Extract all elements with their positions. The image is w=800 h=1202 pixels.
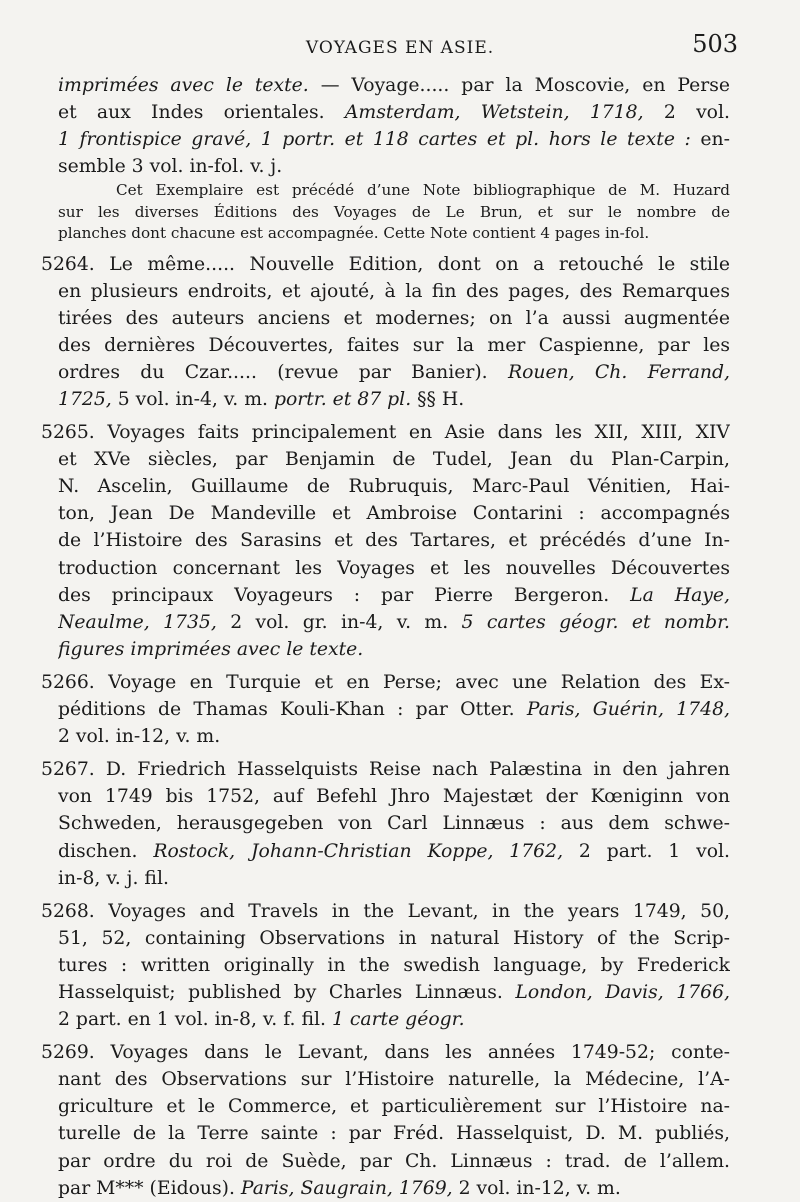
- entry-5264-line: ordres du Czar..... (revue par Banier). Rouen, Ch. Ferrand,: [58, 361, 730, 383]
- entry-5264-line: tirées des auteurs anciens et modernes; on l’a aussi augmentée: [58, 307, 730, 329]
- entry-5265-line: de l’Histoire des Sarasins et des Tartares, et précédés d’une In-: [58, 530, 730, 552]
- text-line: 1 frontispice gravé, 1 portr. et 118 cartes et pl. hors le texte : en-: [58, 129, 730, 151]
- entry-5265-line: 5265. Voyages faits principalement en Asie dans les XII, XIII, XIV: [41, 422, 730, 444]
- entry-5268-line: 51, 52, containing Observations in natural History of the Scrip-: [58, 927, 730, 949]
- entry-5269-line: turelle de la Terre sainte : par Fréd. Hasselquist, D. M. publiés,: [58, 1123, 730, 1145]
- entry-5268-line: tures : written originally in the swedish language, by Frederick: [58, 954, 730, 976]
- entry-5265-line: et XVe siècles, par Benjamin de Tudel, Jean du Plan-Carpin,: [58, 449, 730, 471]
- page-header: [0, 30, 800, 70]
- entry-5264-line: en plusieurs endroits, et ajouté, à la fin des pages, des Remarques: [58, 280, 730, 302]
- entry-5269-line: griculture et le Commerce, et particulièrement sur l’Histoire na-: [58, 1096, 730, 1118]
- text-line: semble 3 vol. in-fol. v. j.: [58, 156, 283, 178]
- entry-5266-line: péditions de Thamas Kouli-Khan : par Otter. Paris, Guérin, 1748,: [58, 699, 730, 721]
- entry-5269-line: par ordre du roi de Suède, par Ch. Linnæus : trad. de l’allem.: [58, 1150, 730, 1172]
- entry-5265-line: Neaulme, 1735, 2 vol. gr. in-4, v. m. 5 cartes géogr. et nombr.: [58, 611, 730, 633]
- entry-5265-line: N. Ascelin, Guillaume de Rubruquis, Marc-Paul Vénitien, Hai-: [58, 476, 730, 498]
- entry-5267-line: dischen. Rostock, Johann-Christian Koppe, 1762, 2 part. 1 vol.: [58, 840, 730, 862]
- page-number: 503: [692, 30, 738, 58]
- entry-5269-line: nant des Observations sur l’Histoire naturelle, la Médecine, l’A-: [58, 1069, 730, 1091]
- page-body: [41, 72, 730, 1202]
- bibliographic-note-line: Cet Exemplaire est précédé d’une Note bibliographique de M. Huzard: [116, 181, 730, 200]
- entry-5266-line: 5266. Voyage en Turquie et en Perse; avec une Relation des Ex-: [41, 671, 730, 693]
- text-line: et aux Indes orientales. Amsterdam, Wetstein, 1718, 2 vol.: [58, 102, 730, 124]
- text-line: imprimées avec le texte. — Voyage..... par la Moscovie, en Perse: [58, 75, 730, 96]
- entry-5264-line: 5264. Le même..... Nouvelle Edition, dont on a retouché le stile: [41, 253, 730, 275]
- entry-5265-line: des principaux Voyageurs : par Pierre Bergeron. La Haye,: [58, 584, 730, 606]
- running-title: VOYAGES EN ASIE.: [305, 38, 495, 58]
- bibliographic-note-line: sur les diverses Éditions des Voyages de Le Brun, et sur le nombre de: [58, 202, 730, 221]
- entry-5267-line: von 1749 bis 1752, auf Befehl Jhro Majestæt der Kœniginn von: [58, 786, 730, 808]
- entry-5265-line: figures imprimées avec le texte.: [58, 638, 364, 660]
- entry-5264-line: 1725, 5 vol. in-4, v. m. portr. et 87 pl. §§ H.: [58, 389, 465, 411]
- entry-5268-line: Hasselquist; published by Charles Linnæus. London, Davis, 1766,: [58, 981, 730, 1003]
- entry-5267-line: in-8, v. j. fil.: [58, 867, 169, 889]
- bibliographic-note-line: planches dont chacune est accompagnée. Cette Note contient 4 pages in-fol.: [58, 224, 650, 243]
- entry-5265-line: ton, Jean De Mandeville et Ambroise Contarini : accompagnés: [58, 503, 730, 525]
- entry-5269-line: par M*** (Eidous). Paris, Saugrain, 1769, 2 vol. in-12, v. m.: [58, 1177, 621, 1199]
- entry-5268-line: 5268. Voyages and Travels in the Levant, in the years 1749, 50,: [41, 900, 730, 922]
- entry-5265-line: troduction concernant les Voyages et les nouvelles Découvertes: [58, 557, 730, 579]
- entry-5268-line: 2 part. en 1 vol. in-8, v. f. fil. 1 carte géogr.: [58, 1009, 465, 1031]
- entry-5267-line: 5267. D. Friedrich Hasselquists Reise nach Palæstina in den jahren: [41, 759, 730, 781]
- entry-5267-line: Schweden, herausgegeben von Carl Linnæus : aus dem schwe-: [58, 813, 730, 835]
- entry-5266-line: 2 vol. in-12, v. m.: [58, 726, 221, 748]
- entry-5264-line: des dernières Découvertes, faites sur la mer Caspienne, par les: [58, 334, 730, 356]
- entry-5269-line: 5269. Voyages dans le Levant, dans les années 1749-52; conte-: [41, 1042, 730, 1064]
